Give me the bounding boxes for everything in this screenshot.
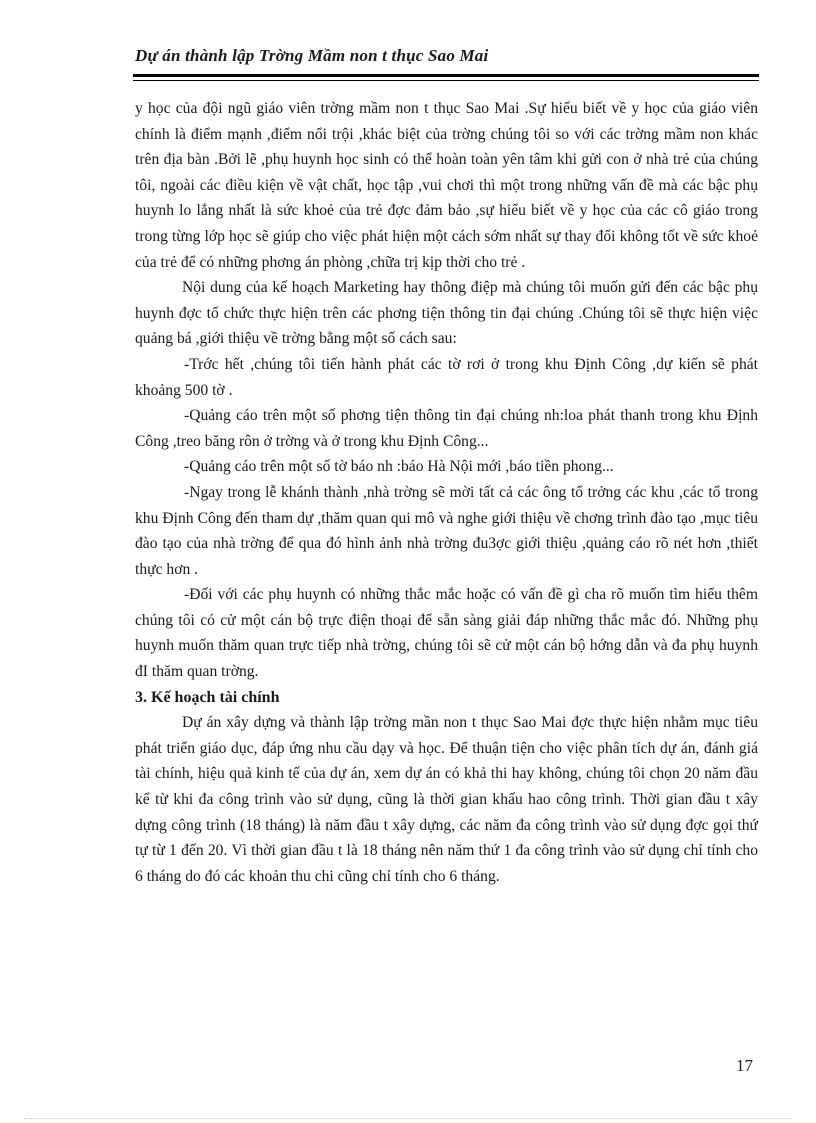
bullet-paragraph: -Đối với các phụ huynh có những thắc mắc hoặc có vấn đề gì cha rõ muốn tìm hiểu thêm chúng tôi có cử một cán bộ trực điện thoại để sẵn sàng giải đáp những thắc mắc đó. Những phụ huynh muốn thăm quan trực tiếp nhà trờng, chúng tôi sẽ cử một cán bộ hớng dẫn và đa phụ huynh đI thăm quan trờng.: [135, 586, 758, 681]
body-text: [135, 96, 758, 889]
page-bottom-divider: [24, 1118, 792, 1119]
section-heading: 3. Kế hoạch tài chính: [135, 688, 280, 706]
header-rule-thin: [133, 80, 759, 81]
page-number: 17: [736, 1056, 753, 1075]
bullet-paragraph: -Quảng cáo trên một số phơng tiện thông tin đại chúng nh:loa phát thanh trong khu Định Công ,treo băng rôn ở trờng và ở trong khu Định Công...: [135, 407, 758, 450]
header-rule-thick: [133, 74, 759, 77]
paragraph: Dự án xây dựng và thành lập trờng mần non t thục Sao Mai đợc thực hiện nhằm mục tiêu phát triển giáo dục, đáp ứng nhu cầu dạy và học. Để thuận tiện cho việc phân tích dự án, đánh giá tài chính, hiệu quả kinh tế của dự án, xem dự án có khả thi hay không, chúng tôi chọn 20 năm đầu kể từ khi đa công trình vào sử dụng, cũng là thời gian khấu hao công trình. Thời gian đầu t xây dựng công trình (18 tháng) là năm đầu t xây dựng, các năm đa công trình vào sử dụng đợc gọi thứ tự từ 1 đến 20. Vì thời gian đầu t là 18 tháng nên năm thứ 1 đa công trình vào sử dụng chỉ tính cho 6 tháng do đó các khoản thu chi cũng chỉ tính cho 6 tháng.: [135, 714, 758, 885]
bullet-paragraph: -Trớc hết ,chúng tôi tiến hành phát các tờ rơi ở trong khu Định Công ,dự kiến sẽ phát khoảng 500 tờ .: [135, 355, 758, 399]
paragraph: y học của đội ngũ giáo viên trờng mầm non t thục Sao Mai .Sự hiểu biết về y học của giáo viên chính là điểm mạnh ,điểm nổi trội ,khác biệt của trờng chúng tôi so với các trờng mầm non khác trên địa bàn .Bởi lẽ ,phụ huynh học sinh có thể hoàn toàn yên tâm khi gửi con ở nhà trẻ của chúng tôi, ngoài các điều kiện về vật chất, học tập ,vui chơi thì một trong những vấn đề mà các bậc phụ huynh lo lắng nhất là sức khoẻ của trẻ đợc đảm bảo ,sự hiểu biết về y học của các cô giáo trong trong từng lớp học sẽ giúp cho việc phát hiện một cách sớm nhất sự thay đổi không tốt về sức khoẻ của trẻ để có những phơng án phòng ,chữa trị kịp thời cho trẻ .: [135, 100, 758, 271]
bullet-paragraph: -Ngay trong lễ khánh thành ,nhà trờng sẽ mời tất cả các ông tổ trởng các khu ,các tổ trong khu Định Công đến tham dự ,thăm quan qui mô và nghe giới thiệu về chơng trình đào tạo ,mục tiêu đào tạo của nhà trờng để qua đó hình ảnh nhà trờng đu3ợc giới thiệu ,quảng cáo rõ nét hơn ,thiết thực hơn .: [135, 483, 758, 578]
paragraph: Nội dung của kế hoạch Marketing hay thông điệp mà chúng tôi muốn gửi đến các bậc phụ huynh đợc tổ chức thực hiện trên các phơng tiện thông tin đại chúng .Chúng tôi sẽ thực hiện việc quảng bá ,giới thiệu về trờng bằng một số cách sau:: [135, 279, 758, 348]
running-header: Dự án thành lập Trờng Mầm non t thục Sao Mai: [135, 46, 489, 65]
bullet-paragraph: -Quảng cáo trên một số tờ báo nh :báo Hà Nội mới ,báo tiền phong...: [184, 458, 614, 476]
